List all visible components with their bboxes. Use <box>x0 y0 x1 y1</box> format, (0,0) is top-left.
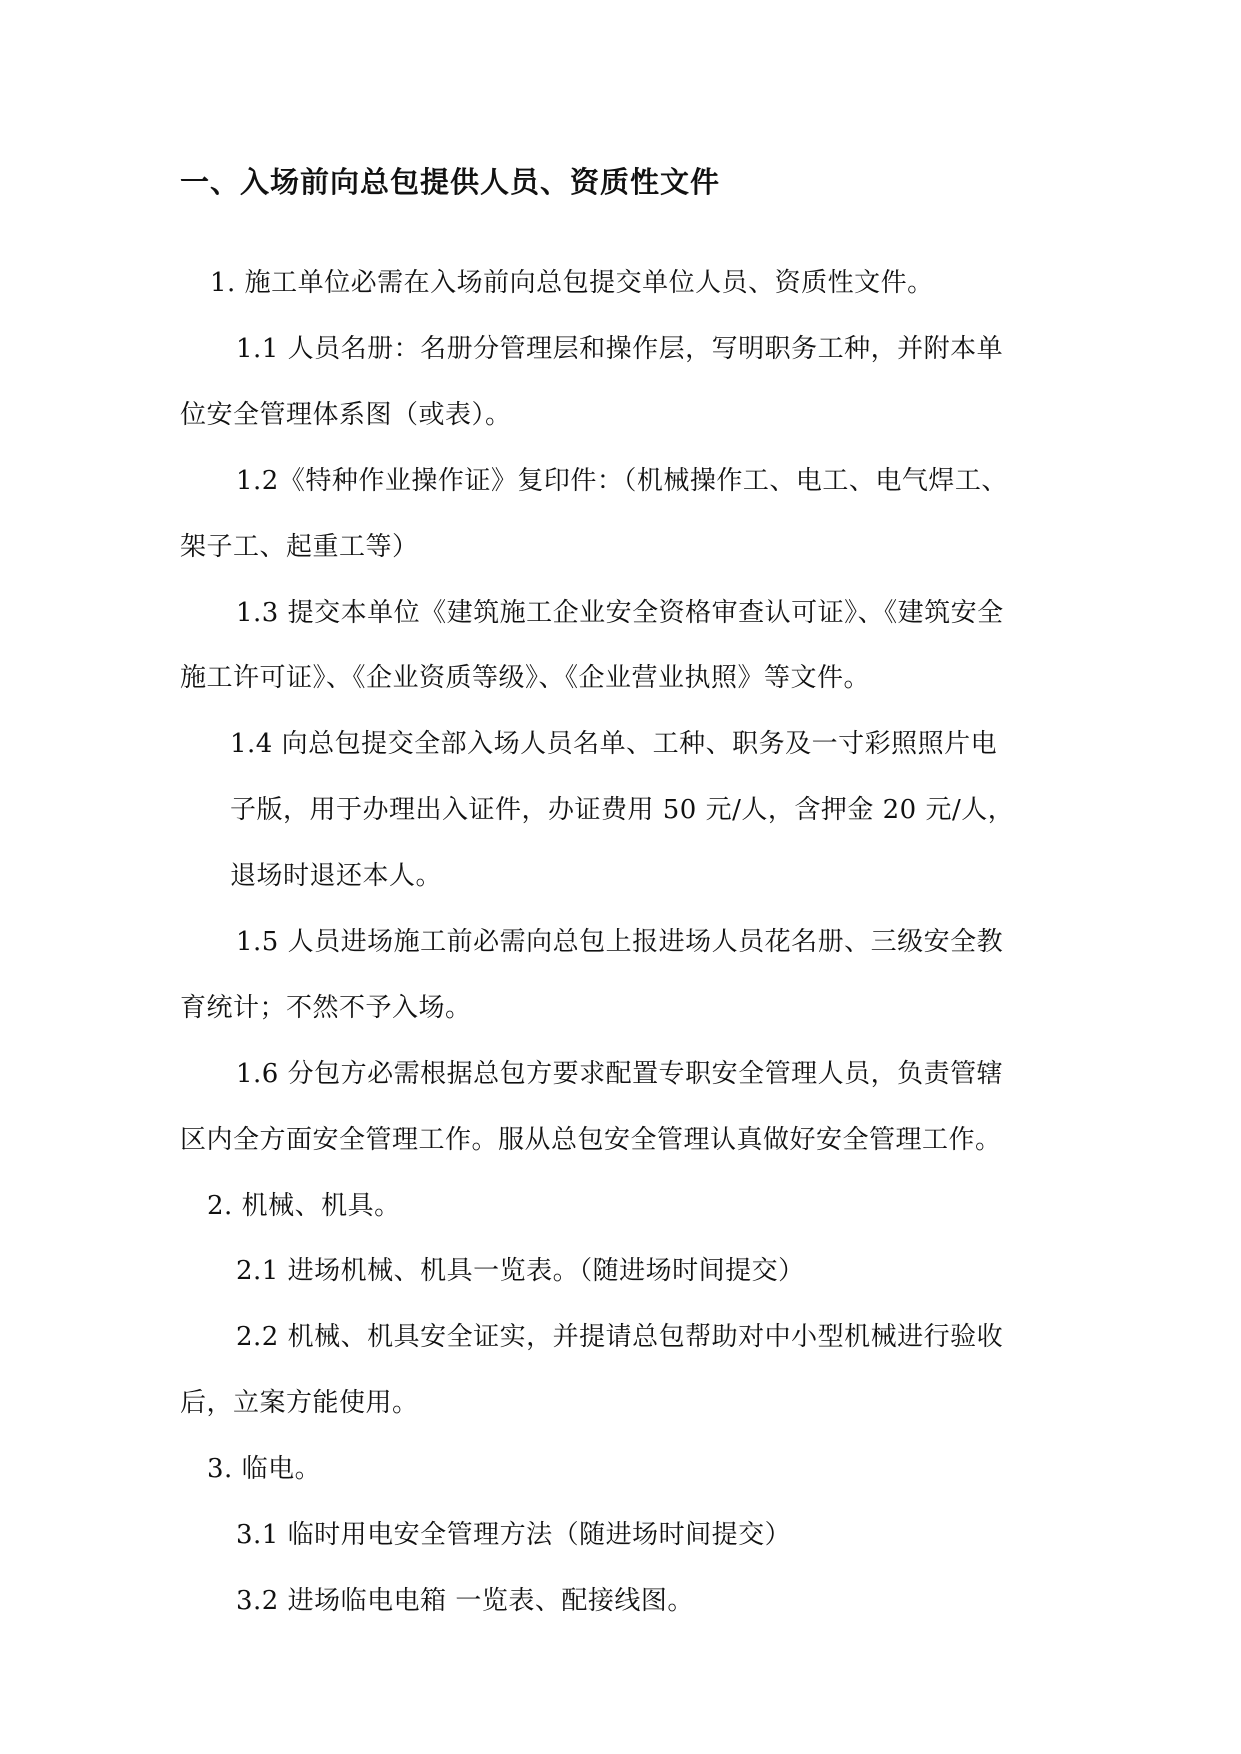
paragraph-line: 1.5 人员进场施工前必需向总包上报进场人员花名册、三级安全教 <box>236 927 1004 957</box>
paragraph-line: 1.4 向总包提交全部入场人员名单、工种、职务及一寸彩照照片电 <box>230 729 998 759</box>
paragraph-line: 2.2 机械、机具安全证实，并提请总包帮助对中小型机械进行验收 <box>236 1322 1004 1352</box>
paragraph-line: 1.1 人员名册：名册分管理层和操作层，写明职务工种，并附本单 <box>236 334 1004 364</box>
paragraph-line: 2.1 进场机械、机具一览表。（随进场时间提交） <box>236 1256 805 1286</box>
paragraph-line: 1.6 分包方必需根据总包方要求配置专职安全管理人员，负责管辖 <box>236 1059 1004 1089</box>
paragraph-line: 位安全管理体系图（或表）。 <box>180 400 512 430</box>
paragraph-line: 1.2《特种作业操作证》复印件：（机械操作工、电工、电气焊工、 <box>236 466 1008 496</box>
section-heading: 一、入场前向总包提供人员、资质性文件 <box>180 165 721 199</box>
paragraph-line: 后，立案方能使用。 <box>180 1388 419 1418</box>
paragraph-line: 3.1 临时用电安全管理方法（随进场时间提交） <box>236 1520 792 1550</box>
paragraph-line: 3. 临电。 <box>207 1454 322 1484</box>
paragraph-line: 1.3 提交本单位《建筑施工企业安全资格审查认可证》、《建筑安全 <box>236 598 1004 628</box>
paragraph-line: 架子工、起重工等） <box>180 532 419 562</box>
paragraph-line: 区内全方面安全管理工作。服从总包安全管理认真做好安全管理工作。 <box>180 1125 1002 1155</box>
paragraph-line: 施工许可证》、《企业资质等级》、《企业营业执照》等文件。 <box>180 663 871 693</box>
paragraph-line: 育统计；不然不予入场。 <box>180 993 472 1023</box>
paragraph-line: 1. 施工单位必需在入场前向总包提交单位人员、资质性文件。 <box>210 268 934 298</box>
paragraph-line: 3.2 进场临电电箱 一览表、配接线图。 <box>236 1586 694 1616</box>
paragraph-line: 2. 机械、机具。 <box>207 1191 401 1221</box>
paragraph-line: 退场时退还本人。 <box>230 861 443 891</box>
paragraph-line: 子版，用于办理出入证件，办证费用 50 元/人，含押金 20 元/人， <box>230 795 1015 825</box>
